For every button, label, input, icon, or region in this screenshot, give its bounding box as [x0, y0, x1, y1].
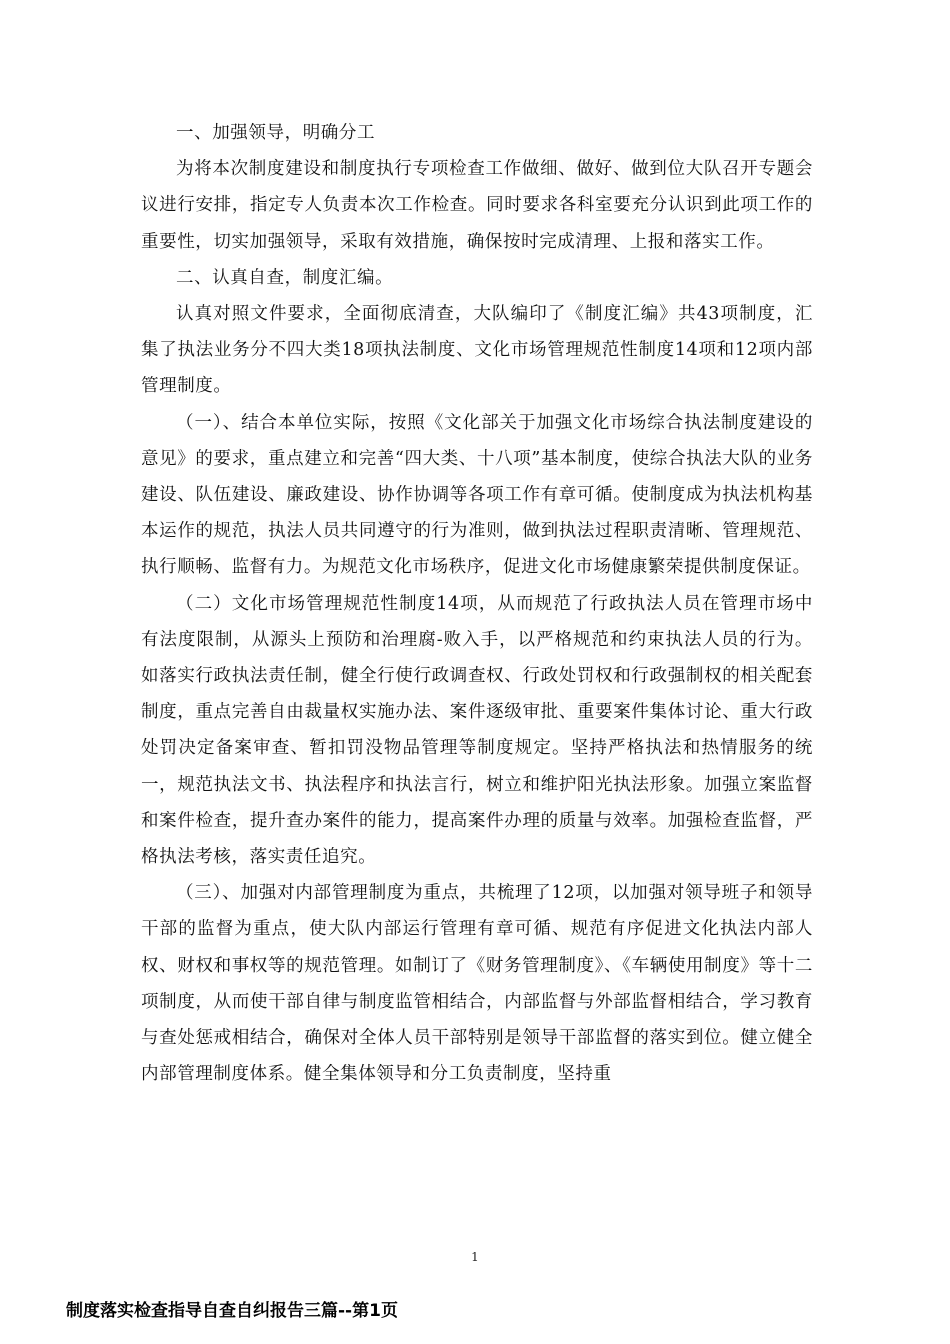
subsection-paragraph-3: （三）、加强对内部管理制度为重点，共梳理了12项，以加强对领导班子和领导干部的监督为重点，使大队内部运行管理有章可循、规范有序促进文化执法内部人权、财权和事权等的规范管理。如制订了《财务管理制度》、《车辆使用制度》等十二项制度，从而使干部自律与制度监管相结合，内部监督与外部监督相结合，学习教育与查处惩戒相结合，确保对全体人员干部特别是领导干部监督的落实到位。健立健全内部管理制度体系。健全集体领导和分工负责制度，坚持重: [141, 883, 813, 1085]
section-heading-2: 二、认真自查，制度汇编。: [176, 267, 394, 288]
body-paragraph: 认真对照文件要求，全面彻底清查，大队编印了《制度汇编》共43项制度，汇集了执法业务分不四大类18项执法制度、文化市场管理规范性制度14项和12项内部管理制度。: [141, 304, 813, 397]
section-heading-1: 一、加强领导，明确分工: [176, 123, 376, 143]
document-body: [141, 115, 813, 1092]
footer-title: 制度落实检查指导自查自纠报告三篇--第1页: [66, 1301, 398, 1321]
subsection-paragraph-1: （一）、结合本单位实际，按照《文化部关于加强文化市场综合执法制度建设的意见》的要求，重点建立和完善“四大类、十八项”基本制度，使综合执法大队的业务建设、队伍建设、廉政建设、协作协调等各项工作有章可循。使制度成为执法机构基本运作的规范，执法人员共同遵守的行为准则，做到执法过程职责清晰、管理规范、执行顺畅、监督有力。为规范文化市场秩序，促进文化市场健康繁荣提供制度保证。: [141, 412, 813, 578]
page-number: 1: [471, 1250, 479, 1264]
subsection-paragraph-2: （二）文化市场管理规范性制度14项，从而规范了行政执法人员在管理市场中有法度限制，从源头上预防和治理腐-败入手，以严格规范和约束执法人员的行为。如落实行政执法责任制，健全行使行政调查权、行政处罚权和行政强制权的相关配套制度，重点完善自由裁量权实施办法、案件逐级审批、重要案件集体讨论、重大行政处罚决定备案审查、暂扣罚没物品管理等制度规定。坚持严格执法和热情服务的统一，规范执法文书、执法程序和执法言行，树立和维护阳光执法形象。加强立案监督和案件检查，提升查办案件的能力，提高案件办理的质量与效率。加强检查监督，严格执法考核，落实责任追究。: [141, 593, 813, 868]
body-paragraph: 为将本次制度建设和制度执行专项检查工作做细、做好、做到位大队召开专题会议进行安排，指定专人负责本次工作检查。同时要求各科室要充分认识到此项工作的重要性，切实加强领导，采取有效措施，确保按时完成清理、上报和落实工作。: [141, 159, 813, 252]
